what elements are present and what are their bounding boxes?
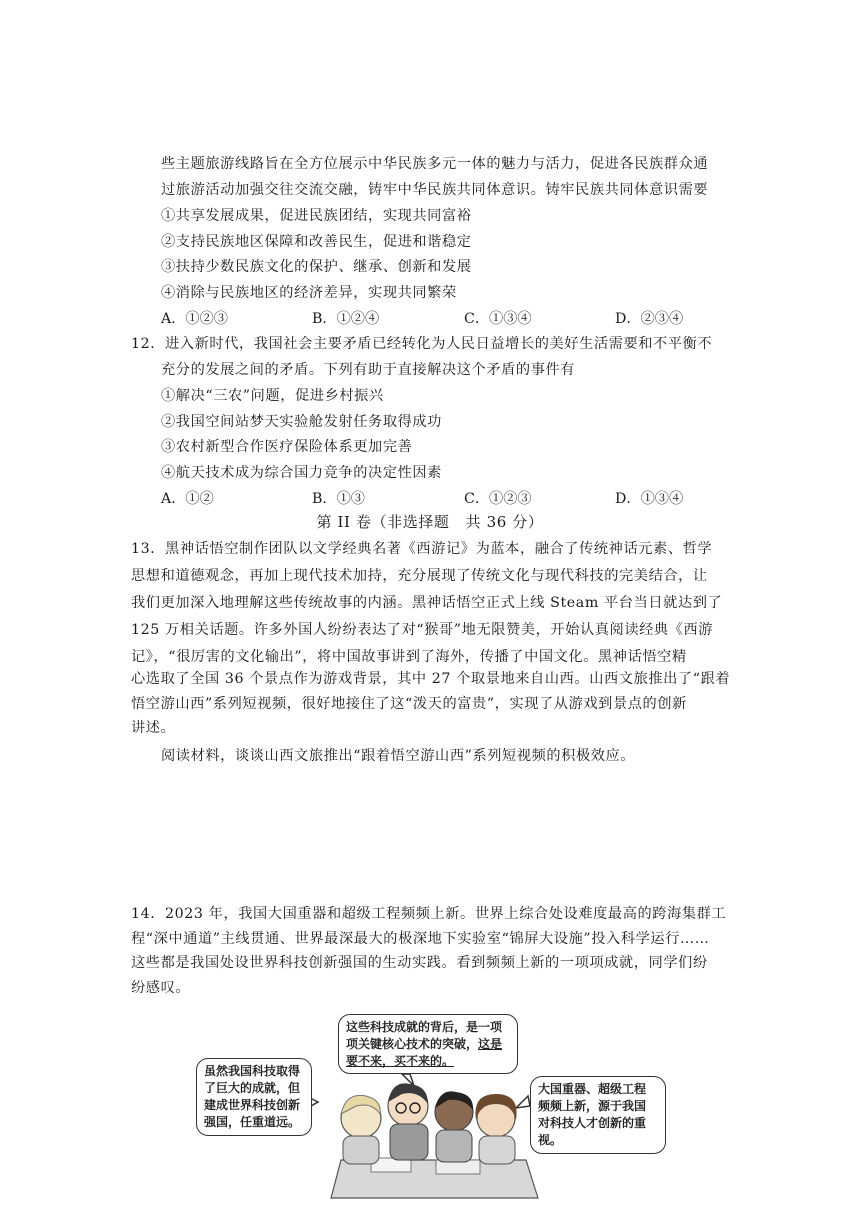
q12-option-a[interactable]: A．①② bbox=[161, 491, 214, 507]
student-3-body bbox=[436, 1130, 472, 1162]
q12-line-2: 充分的发展之间的矛盾。下列有助于直接解决这个矛盾的事件有 bbox=[161, 362, 576, 378]
q13-line-2: 思想和道德观念，再加上现代技术加持，充分展现了传统文化与现代科技的完美结合，让 bbox=[131, 568, 708, 584]
q14-line-2: 程“深中通道”主线贯通、世界最深最大的极深地下实验室“锦屏大设施”投入科学运行…… bbox=[131, 931, 710, 947]
q11-option-c[interactable]: C．①③④ bbox=[464, 311, 532, 327]
q11-item-2: ②支持民族地区保障和改善民生，促进和谐稳定 bbox=[161, 234, 472, 250]
student-2-body bbox=[390, 1124, 428, 1160]
student-1-body bbox=[343, 1136, 379, 1164]
q13-line-4: 125 万相关话题。许多外国人纷纷表达了对“猴哥”地无限赞美，开始认真阅读经典《西游 bbox=[131, 622, 714, 638]
q12-option-d[interactable]: D．①③④ bbox=[615, 491, 684, 507]
q11-item-3: ③扶持少数民族文化的保护、继承、创新和发展 bbox=[161, 259, 472, 275]
top-bubble-text: 这些科技成就的背后，是一项 项关键核心技术的突破， bbox=[346, 1020, 503, 1051]
q13-line-8: 讲述。 bbox=[131, 720, 176, 736]
student-4-body bbox=[479, 1136, 515, 1164]
q12-option-b[interactable]: B．①③ bbox=[312, 491, 365, 507]
q13-line-5: 记》，“很厉害的文化输出”，将中国故事讲到了海外，传播了中国文化。黑神话悟空精 bbox=[131, 649, 687, 665]
q11-item-1: ①共享发展成果，促进民族团结，实现共同富裕 bbox=[161, 208, 472, 224]
top-speech-bubble bbox=[338, 1014, 518, 1074]
q11-option-d[interactable]: D．②③④ bbox=[615, 311, 684, 327]
q13-line-3: 我们更加深入地理解这些传统故事的内涵。黑神话悟空正式上线 Steam 平台当日就达到了 bbox=[131, 595, 723, 611]
q12-item-1: ①解决“三农”问题，促进乡村振兴 bbox=[161, 388, 384, 404]
q11-option-a[interactable]: A．①②③ bbox=[161, 311, 228, 327]
q13-line-1: 13．黑神话悟空制作团队以文学经典名著《西游记》为蓝本，融合了传统神话元素、哲学 bbox=[131, 541, 713, 557]
q12-item-4: ④航天技术成为综合国力竞争的决定性因素 bbox=[161, 465, 442, 481]
right-speech-bubble: 大国重器、超级工程 频频上新，源于我国 对科技人才创新的重 视。 bbox=[530, 1076, 666, 1154]
q13-line-6: 心选取了全国 36 个景点作为游戏背景，其中 27 个取景地来自山西。山西文旅推出了“跟着 bbox=[131, 671, 731, 687]
q12-line-1: 12．进入新时代，我国社会主要矛盾已经转化为人民日益增长的美好生活需要和不平衡不 bbox=[131, 336, 713, 352]
q13-question: 阅读材料，谈谈山西文旅推出“跟着悟空游山西”系列短视频的积极效应。 bbox=[161, 748, 636, 764]
q13-line-7: 悟空游山西”系列短视频，很好地接住了这“泼天的富贵”，实现了从游戏到景点的创新 bbox=[131, 696, 687, 712]
left-speech-bubble: 虽然我国科技取得 了巨大的成就，但 建成世界科技创新 强国，任重道远。 bbox=[196, 1058, 312, 1136]
q12-item-3: ③农村新型合作医疗保险体系更加完善 bbox=[161, 439, 413, 455]
q12-option-c[interactable]: C．①②③ bbox=[464, 491, 532, 507]
q14-line-4: 纷感叹。 bbox=[131, 980, 191, 996]
section-title: 第 II 卷（非选择题 共 36 分） bbox=[316, 513, 544, 531]
right-bubble-tail bbox=[516, 1096, 530, 1108]
q11-line-2: 过旅游活动加强交往交流交融，铸牢中华民族共同体意识。铸牢民族共同体意识需要 bbox=[161, 182, 709, 198]
table bbox=[331, 1160, 538, 1198]
q14-line-3: 这些都是我国处设世界科技创新强国的生动实践。看到频频上新的一项项成就，同学们纷 bbox=[131, 955, 708, 971]
q11-line-1: 些主题旅游线路旨在全方位展示中华民族多元一体的魅力与活力，促进各民族群众通 bbox=[161, 156, 709, 172]
top-bubble-underlined: 这是 要不来，买不来的。 bbox=[346, 1037, 503, 1068]
q14-line-1: 14．2023 年，我国大国重器和超级工程频频上新。世界上综合处设难度最高的跨海集群工 bbox=[131, 906, 727, 922]
q11-item-4: ④消除与民族地区的经济差异，实现共同繁荣 bbox=[161, 285, 457, 301]
students-discussion-illustration bbox=[196, 1010, 666, 1205]
q11-option-b[interactable]: B．①②④ bbox=[312, 311, 380, 327]
q12-item-2: ②我国空间站梦天实验舱发射任务取得成功 bbox=[161, 414, 442, 430]
